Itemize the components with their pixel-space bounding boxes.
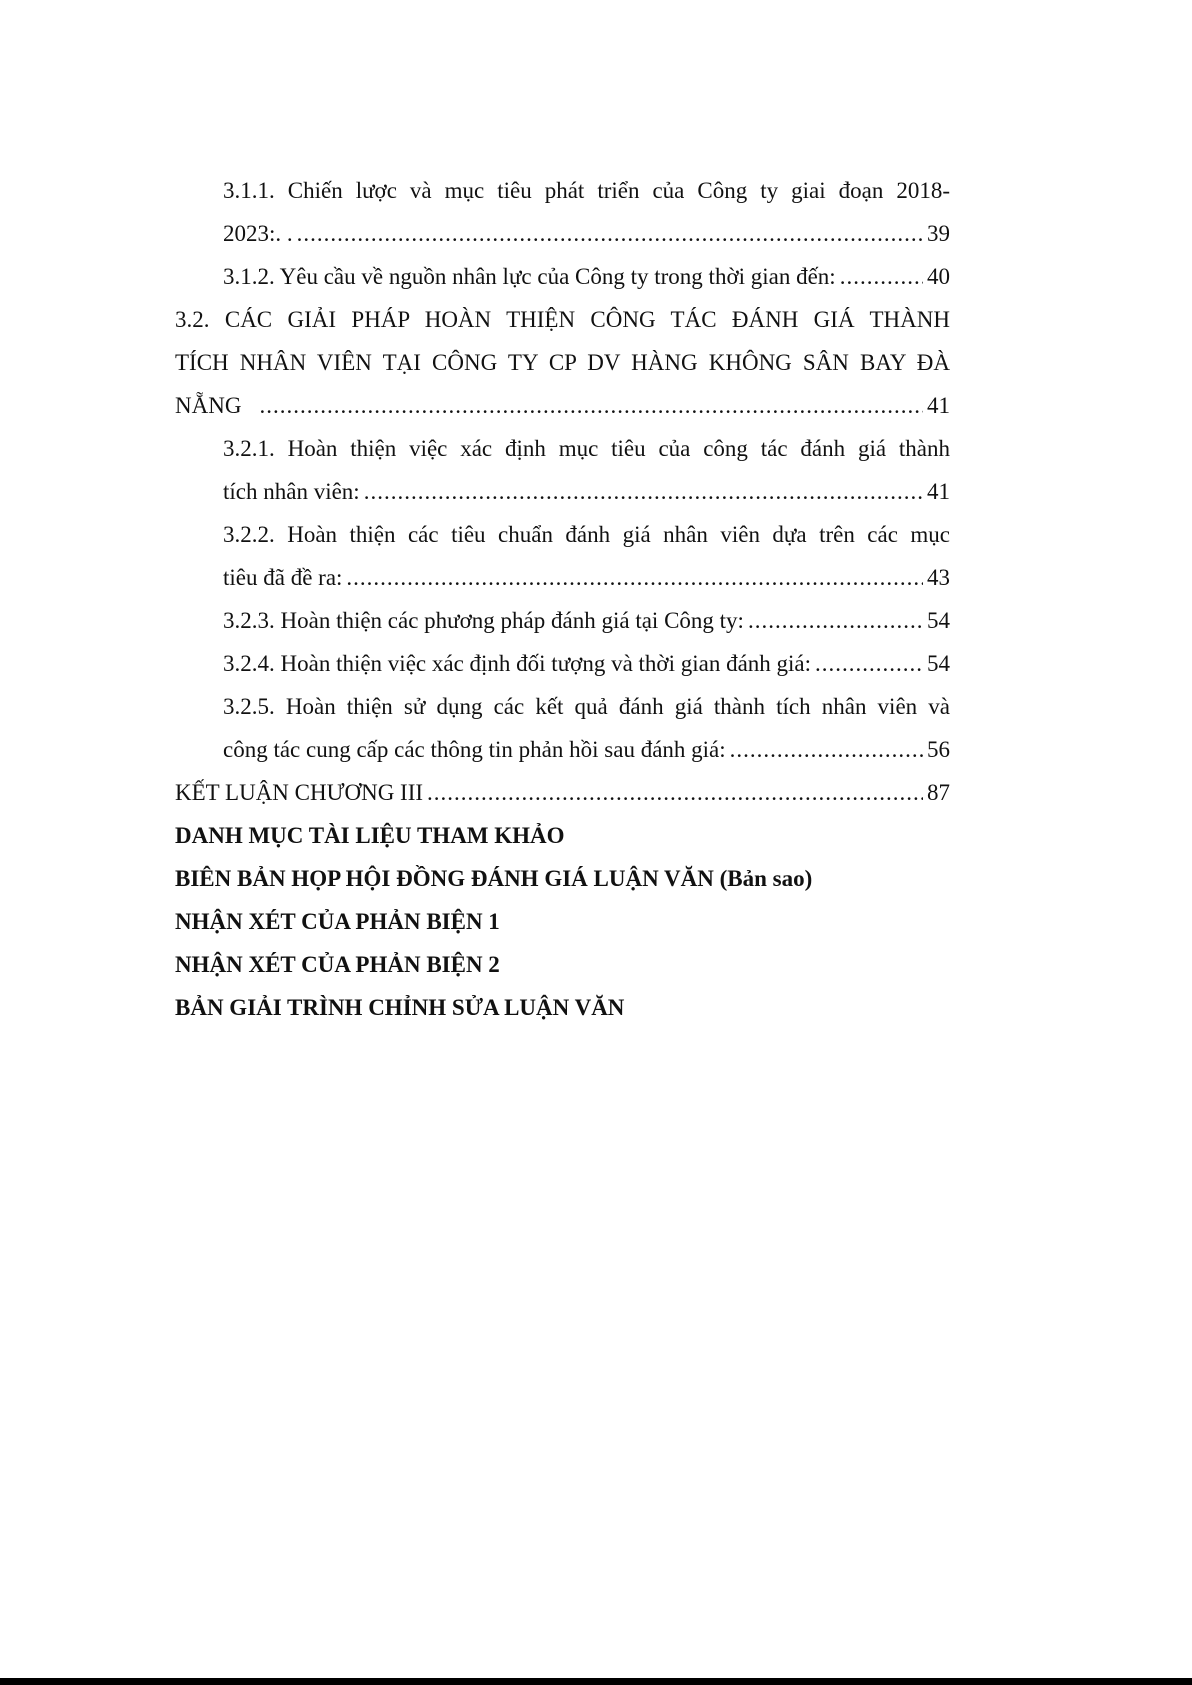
toc-entry-danh-muc-tai-lieu[interactable] (175, 814, 950, 857)
toc-entry-3-2-1-line2[interactable] (175, 470, 950, 513)
toc-entry-3-2-1-line1[interactable] (175, 427, 950, 470)
toc-entry-label: 3.1.2. Yêu cầu về nguồn nhân lực của Công ty trong thời gian đến: (223, 264, 836, 289)
toc-entry-3-2-2-line1[interactable] (175, 513, 950, 556)
table-of-contents (175, 169, 950, 1029)
toc-entry-label: 3.1.1. Chiến lược và mục tiêu phát triển của Công ty giai đoạn 2018- (223, 178, 950, 203)
toc-entry-label: 3.2.3. Hoàn thiện các phương pháp đánh giá tại Công ty: (223, 608, 744, 633)
toc-entry-3-1-2[interactable] (175, 255, 950, 298)
toc-entry-3-2-4[interactable] (175, 642, 950, 685)
toc-entry-label: tiêu đã đề ra: (223, 565, 343, 590)
page-number: 54 (927, 608, 950, 633)
dot-leader (364, 470, 923, 513)
dot-leader (297, 212, 923, 255)
toc-entry-ban-giai-trinh[interactable] (175, 986, 950, 1029)
toc-entry-nhan-xet-1[interactable] (175, 900, 950, 943)
dot-leader (730, 728, 923, 771)
toc-entry-3-1-1-line1[interactable] (175, 169, 950, 212)
page-number: 41 (927, 479, 950, 504)
toc-entry-label: 3.2.1. Hoàn thiện việc xác định mục tiêu của công tác đánh giá thành (223, 436, 950, 461)
toc-entry-3-1-1-line2[interactable] (175, 212, 950, 255)
toc-heading-label: NHẬN XÉT CỦA PHẢN BIỆN 1 (175, 909, 500, 934)
dot-leader (427, 771, 923, 814)
toc-heading-label: BẢN GIẢI TRÌNH CHỈNH SỬA LUẬN VĂN (175, 995, 625, 1020)
toc-heading-label: NHẬN XÉT CỦA PHẢN BIỆN 2 (175, 952, 500, 977)
dot-leader (840, 255, 923, 298)
toc-entry-3-2-5-line1[interactable] (175, 685, 950, 728)
toc-heading-label: DANH MỤC TÀI LIỆU THAM KHẢO (175, 823, 565, 848)
toc-entry-label: 3.2.4. Hoàn thiện việc xác định đối tượng và thời gian đánh giá: (223, 651, 812, 676)
toc-entry-label: 2023:. . (223, 221, 293, 246)
toc-heading-label: BIÊN BẢN HỌP HỘI ĐỒNG ĐÁNH GIÁ LUẬN VĂN (Bản sao) (175, 866, 813, 891)
toc-entry-3-2-line3[interactable] (175, 384, 950, 427)
page-number: 56 (927, 737, 950, 762)
toc-entry-label: TÍCH NHÂN VIÊN TẠI CÔNG TY CP DV HÀNG KHÔNG SÂN BAY ĐÀ (175, 350, 950, 375)
toc-entry-label: tích nhân viên: (223, 479, 360, 504)
toc-entry-label: 3.2.5. Hoàn thiện sử dụng các kết quả đánh giá thành tích nhân viên và (223, 694, 950, 719)
page-number: 54 (927, 651, 950, 676)
dot-leader (815, 642, 923, 685)
dot-leader (346, 556, 923, 599)
page-number: 87 (927, 780, 950, 805)
toc-entry-label: NẴNG (175, 393, 242, 418)
dot-leader (748, 599, 923, 642)
toc-entry-3-2-line1[interactable] (175, 298, 950, 341)
toc-entry-nhan-xet-2[interactable] (175, 943, 950, 986)
toc-entry-bien-ban[interactable] (175, 857, 950, 900)
page-bottom-edge (0, 1678, 1192, 1685)
toc-entry-3-2-5-line2[interactable] (175, 728, 950, 771)
page-number: 43 (927, 565, 950, 590)
page-number: 39 (927, 221, 950, 246)
toc-entry-label: công tác cung cấp các thông tin phản hồi sau đánh giá: (223, 737, 726, 762)
page-number: 41 (927, 393, 950, 418)
toc-entry-label: KẾT LUẬN CHƯƠNG III (175, 780, 424, 805)
page-number: 40 (927, 264, 950, 289)
toc-entry-label: 3.2. CÁC GIẢI PHÁP HOÀN THIỆN CÔNG TÁC ĐÁNH GIÁ THÀNH (175, 307, 950, 332)
toc-entry-label: 3.2.2. Hoàn thiện các tiêu chuẩn đánh giá nhân viên dựa trên các mục (223, 522, 950, 547)
toc-entry-ket-luan-chuong-3[interactable] (175, 771, 950, 814)
dot-leader (259, 384, 923, 427)
toc-entry-3-2-2-line2[interactable] (175, 556, 950, 599)
toc-entry-3-2-3[interactable] (175, 599, 950, 642)
toc-entry-3-2-line2[interactable] (175, 341, 950, 384)
